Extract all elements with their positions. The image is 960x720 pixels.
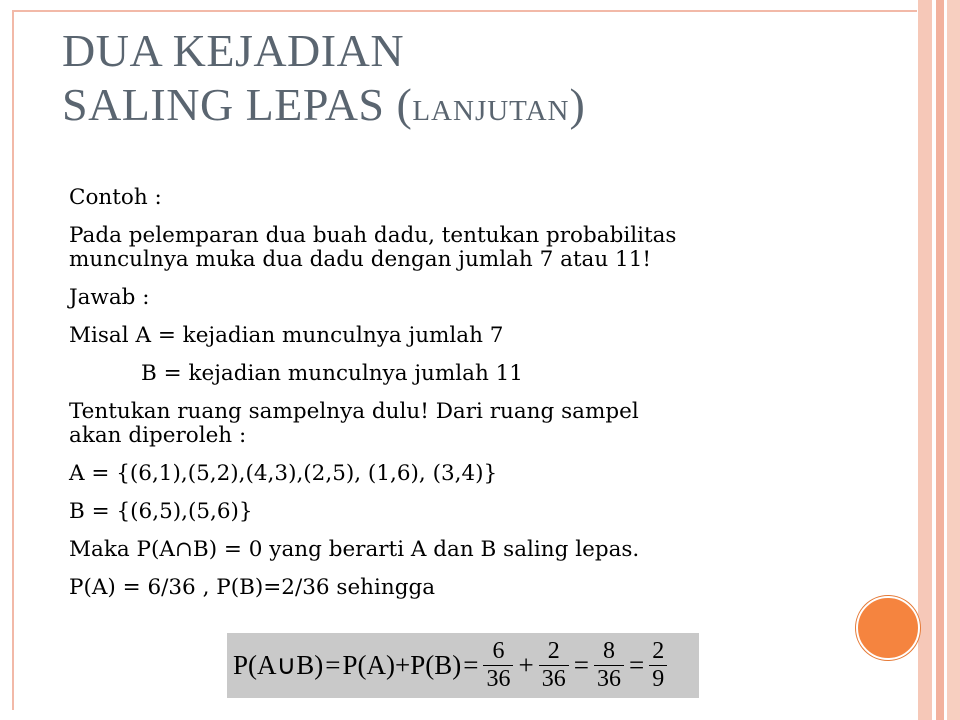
problem-line-2: munculnya muka dua dadu dengan jumlah 7 atau 11! [69, 247, 652, 272]
fraction-2-9 [649, 638, 667, 693]
title-subtitle: LANJUTAN [412, 95, 570, 127]
decorative-stripe [936, 0, 944, 720]
fraction-6-36 [483, 638, 513, 693]
sample-space-line-2: akan diperoleh : [69, 423, 247, 448]
fraction-numerator: 8 [602, 638, 615, 664]
decorative-stripe [918, 0, 932, 720]
union-probability-formula [227, 633, 699, 698]
sample-space-line-1: Tentukan ruang sampelnya dulu! Dari ruang sampel [69, 399, 639, 424]
problem-line-1: Pada pelemparan dua buah dadu, tentukan probabilitas [69, 223, 677, 248]
fraction-denominator: 36 [594, 665, 624, 693]
set-a: A = {(6,1),(5,2),(4,3),(2,5), (1,6), (3,4)} [69, 461, 498, 486]
title-main: SALING LEPAS ( [62, 79, 413, 130]
slide-body [69, 186, 869, 614]
set-b: B = {(6,5),(5,6)} [69, 499, 253, 524]
answer-label: Jawab : [69, 285, 150, 310]
equals-sign: = [628, 650, 645, 680]
frame-top-line [12, 10, 917, 12]
title-close-paren: ) [569, 79, 586, 130]
intersection-statement: Maka P(A∩B) = 0 yang berarti A dan B saling lepas. [69, 537, 640, 562]
fraction-denominator: 9 [649, 665, 667, 693]
formula-row [233, 633, 670, 698]
probabilities-line: P(A) = 6/36 , P(B)=2/36 sehingga [69, 575, 436, 600]
equals-sign: = [573, 650, 589, 680]
fraction-numerator: 2 [547, 638, 560, 664]
fraction-2-36 [539, 638, 569, 693]
define-b: B = kejadian munculnya jumlah 11 [141, 361, 523, 386]
equals-sign: = [463, 650, 479, 680]
define-a: Misal A = kejadian munculnya jumlah 7 [69, 323, 504, 348]
slide-title [62, 24, 882, 138]
sample-space-text [69, 400, 869, 448]
title-line-2 [62, 78, 882, 138]
problem-text [69, 224, 869, 272]
fraction-denominator: 36 [539, 665, 569, 693]
formula-lhs: P(A∪B) [233, 650, 324, 680]
frame-left-line [12, 10, 14, 710]
formula-sum: P(A)+P(B) [342, 650, 462, 680]
equals-sign: = [325, 650, 341, 680]
example-label: Contoh : [69, 185, 162, 210]
fraction-numerator: 6 [492, 638, 505, 664]
fraction-denominator: 36 [483, 665, 513, 693]
title-line-1: DUA KEJADIAN [62, 25, 405, 76]
fraction-numerator: 2 [652, 638, 665, 664]
decorative-stripe [947, 0, 960, 720]
plus-sign: + [518, 650, 534, 680]
fraction-8-36 [594, 638, 624, 693]
